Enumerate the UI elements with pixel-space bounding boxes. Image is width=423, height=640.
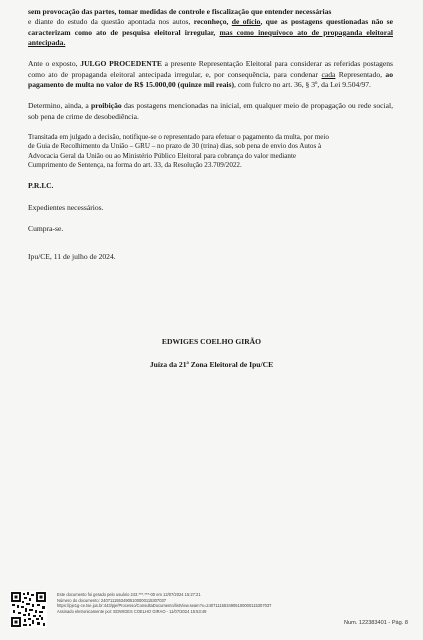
page-number: Num. 122383401 - Pág. 8 (343, 620, 408, 626)
paragraph-judgment (28, 59, 393, 90)
p2-text-2: JULGO PROCEDENTE (80, 59, 162, 69)
document-body (28, 7, 393, 273)
p4-line-2: de Guia de Recolhimento da União – GRU – no prazo de 30 (trina) dias, sob pena de envio dos Autos à (28, 142, 322, 151)
p3-text-2: proibição (91, 101, 122, 111)
p2-text-6: ao pagamento de multa no valor de R$ 15.000,00 (quinze mil reais) (28, 69, 394, 90)
p4-line-3: Advocacia Geral da União ou ao Ministério Público Eleitoral para cobrança do valor mediante (28, 151, 297, 160)
paragraph-recognition (28, 7, 393, 49)
footer-signed-line: Assinado eletronicamente por: EDWIGES COELHO GIRAO - 11/07/2024 15:53:49 (57, 608, 207, 614)
p1-text-4: de ofício (231, 17, 261, 27)
p1-text-3: reconheço, (193, 17, 229, 27)
p3-text-3: das postagens mencionadas na inicial, em qualquer meio de propagação ou rede social, sob pena de crime de desobediência. (28, 101, 393, 121)
pric-line (28, 181, 393, 191)
signature-name: EDWIGES COELHO GIRÃO (161, 337, 262, 346)
qr-code-icon (10, 591, 47, 628)
footer-consult-link[interactable]: https://pje1g-ce.tse.jus.br:443/pje/Processo/ConsultaDocumento/listView.seam?x=24071115534905100000115307037 (57, 603, 272, 609)
p2-text-4: cada (321, 69, 336, 79)
p4-line-4: Cumprimento de Sentença, na forma do art. 33, da Resolução 23.709/2022. (28, 161, 242, 170)
p1-text-2: e diante do estudo da questão apontada nos autos, (28, 17, 191, 27)
date-line: Ipu/CE, 11 de julho de 2024. (28, 252, 116, 262)
p4-line-1: Transitada em julgado a decisão, notifique-se o representado para efetuar o pagamento da multa, por meio (28, 133, 329, 142)
p2-text-1: Ante o exposto, (28, 59, 78, 69)
footer-document-number: Número do documento: 24071115534905100000115307037 (57, 597, 167, 603)
cumpra-line: Cumpra-se. (28, 223, 64, 233)
p1-text-6: mas como inequívoco ato de propaganda eleitoral antecipada. (28, 27, 393, 48)
p1-text-1: sem provocação das partes, tomar medidas de controle e fiscalização que entender necessárias (28, 7, 332, 16)
p1-text-5: , que as postagens questionadas não se caracterizam como ato de pesquisa eleitoral irregular, (28, 17, 393, 37)
document-footer (57, 592, 347, 614)
p2-text-3: a presente Representação Eleitoral para considerar as referidas postagens como ato de propaganda eleitoral antecipada irregular, e, por consequência, para condenar (28, 59, 393, 79)
signature-role: Juíza da 21ª Zona Eleitoral de Ipu/CE (149, 360, 274, 369)
p2-text-7: , com fulcro no art. 36, § 3º, da Lei 9.504/97. (234, 80, 371, 90)
p2-text-5: Representado, (338, 69, 383, 79)
pric-text: P.R.I.C. (28, 181, 54, 191)
expedientes-line: Expedientes necessários. (28, 202, 104, 212)
p3-text-1: Determino, ainda, a (28, 101, 89, 111)
paragraph-prohibition (28, 101, 393, 122)
footer-generated-line: Este documento foi gerado pelo usuário 243.***.***-00 em 12/07/2024 15:27:21 (57, 592, 201, 597)
paragraph-transit (28, 133, 393, 171)
